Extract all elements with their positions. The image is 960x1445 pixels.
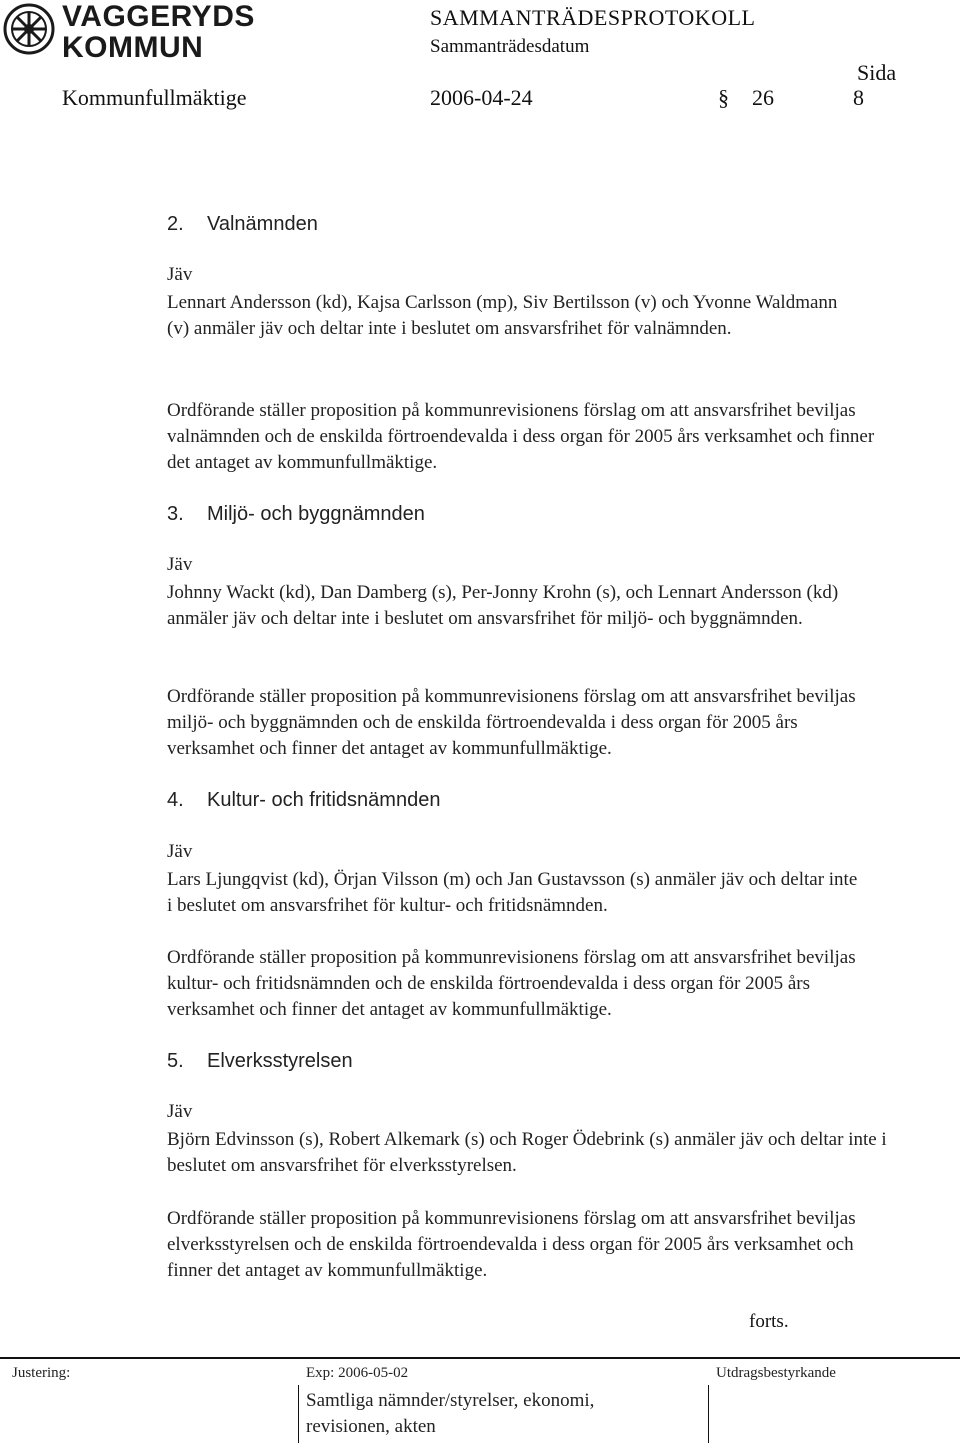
municipality-emblem-icon xyxy=(2,2,56,56)
section-number: 2. xyxy=(167,213,184,235)
footer-divider xyxy=(0,1357,960,1359)
jav-heading: Jäv xyxy=(167,1101,193,1122)
jav-heading: Jäv xyxy=(167,554,193,575)
section-number: 4. xyxy=(167,789,184,811)
municipality-logo xyxy=(0,0,255,68)
body-name: Kommunfullmäktige xyxy=(62,85,247,110)
section-name: Elverksstyrelsen xyxy=(207,1050,353,1072)
protocol-title: SAMMANTRÄDESPROTOKOLL xyxy=(430,5,756,30)
section-number: 3. xyxy=(167,503,184,525)
section-name: Kultur- och fritidsnämnden xyxy=(207,789,441,811)
section-title xyxy=(167,789,440,812)
meeting-date: 2006-04-24 xyxy=(430,85,533,110)
decision-paragraph: Ordförande ställer proposition på kommunrevisionens förslag om att ansvarsfrihet beviljas miljö- och byggnämnden och de enskilda förtroendevalda i dess organ för 2005 års verksamhet och finner det antaget av kommunfullmäktige. xyxy=(167,686,856,759)
utdragsbestyrkande-label: Utdragsbestyrkande xyxy=(716,1365,836,1381)
decision-paragraph: Ordförande ställer proposition på kommunrevisionens förslag om att ansvarsfrihet beviljas valnämnden och de enskilda förtroendevalda i dess organ för 2005 års verksamhet och finner det antaget av kommunfullmäktige. xyxy=(167,400,875,473)
distribution-list xyxy=(306,1388,594,1440)
page-label: Sida xyxy=(857,60,897,85)
jav-paragraph: Björn Edvinsson (s), Robert Alkemark (s) och Roger Ödebrink (s) anmäler jäv och deltar inte i beslutet om ansvarsfrihet för elverksstyrelsen. xyxy=(167,1129,887,1176)
decision-paragraph: Ordförande ställer proposition på kommunrevisionens förslag om att ansvarsfrihet beviljas elverksstyrelsen och de enskilda förtroendevalda i dess organ för 2005 års verksamhet och finner det antaget av kommunfullmäktige. xyxy=(167,1208,856,1281)
continued-note: forts. xyxy=(749,1311,789,1332)
logo-wordmark xyxy=(62,1,255,63)
section-name: Valnämnden xyxy=(207,213,318,235)
section-title xyxy=(167,503,425,526)
jav-paragraph: Lars Ljungqvist (kd), Örjan Vilsson (m) och Jan Gustavsson (s) anmäler jäv och deltar inte i beslutet om ansvarsfrihet för kultur- och fritidsnämnden. xyxy=(167,869,858,916)
logo-line-2: KOMMUN xyxy=(62,31,204,64)
expedition-date: Exp: 2006-05-02 xyxy=(306,1365,409,1381)
section-number: 5. xyxy=(167,1050,184,1072)
paragraph-symbol: § xyxy=(718,85,729,110)
logo-line-1: VAGGERYDS xyxy=(62,0,255,33)
jav-heading: Jäv xyxy=(167,841,193,862)
section-title xyxy=(167,213,318,236)
footer-vertical-rule xyxy=(708,1385,709,1443)
jav-heading: Jäv xyxy=(167,264,193,285)
distribution-line-1: Samtliga nämnder/styrelser, ekonomi, xyxy=(306,1390,595,1411)
section-title xyxy=(167,1050,353,1073)
jav-paragraph: Lennart Andersson (kd), Kajsa Carlsson (mp), Siv Bertilsson (v) och Yvonne Waldmann (v) anmäler jäv och deltar inte i beslutet om ansvarsfrihet för valnämnden. xyxy=(167,292,838,339)
jav-paragraph: Johnny Wackt (kd), Dan Damberg (s), Per-Jonny Krohn (s), och Lennart Andersson (kd) anmäler jäv och deltar inte i beslutet om ansvarsfrihet för miljö- och byggnämnden. xyxy=(167,582,839,629)
justering-label: Justering: xyxy=(12,1365,71,1381)
page-number: 8 xyxy=(853,85,864,110)
distribution-line-2: revisionen, akten xyxy=(306,1416,436,1437)
footer-vertical-rule xyxy=(298,1385,299,1443)
decision-paragraph: Ordförande ställer proposition på kommunrevisionens förslag om att ansvarsfrihet beviljas kultur- och fritidsnämnden och de enskilda förtroendevalda i dess organ för 2005 års verksamhet och finner det antaget av kommunfullmäktige. xyxy=(167,947,856,1020)
paragraph-number: 26 xyxy=(752,85,774,110)
section-name: Miljö- och byggnämnden xyxy=(207,503,425,525)
meeting-date-label: Sammanträdesdatum xyxy=(430,36,590,57)
